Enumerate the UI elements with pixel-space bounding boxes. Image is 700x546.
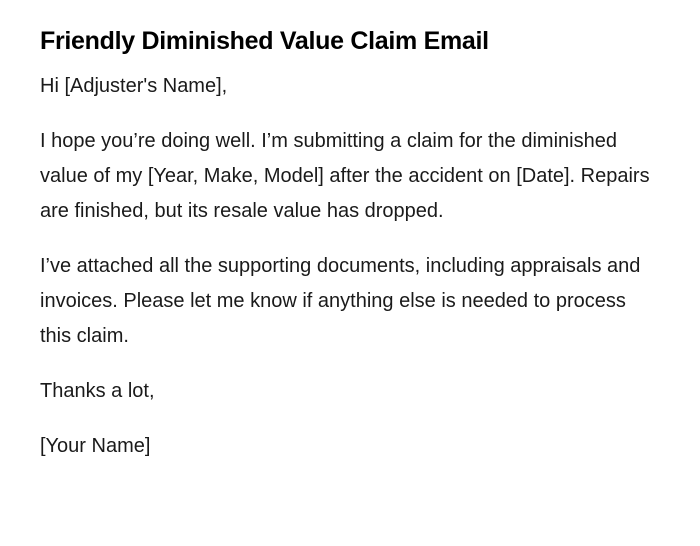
email-paragraph-1: I hope you’re doing well. I’m submitting a claim for the diminished value of my [Year, Make, Model] after the accident on [Date]. Repairs are finished, but its resale value has dropped. [40,130,650,222]
email-greeting: Hi [Adjuster's Name], [40,75,228,97]
email-template-document [40,24,650,464]
document-title: Friendly Diminished Value Claim Email [40,27,489,55]
email-closing: Thanks a lot, [40,380,155,402]
email-signature: [Your Name] [40,435,151,457]
email-paragraph-2: I’ve attached all the supporting documents, including appraisals and invoices. Please let me know if anything else is needed to process this claim. [40,255,641,347]
